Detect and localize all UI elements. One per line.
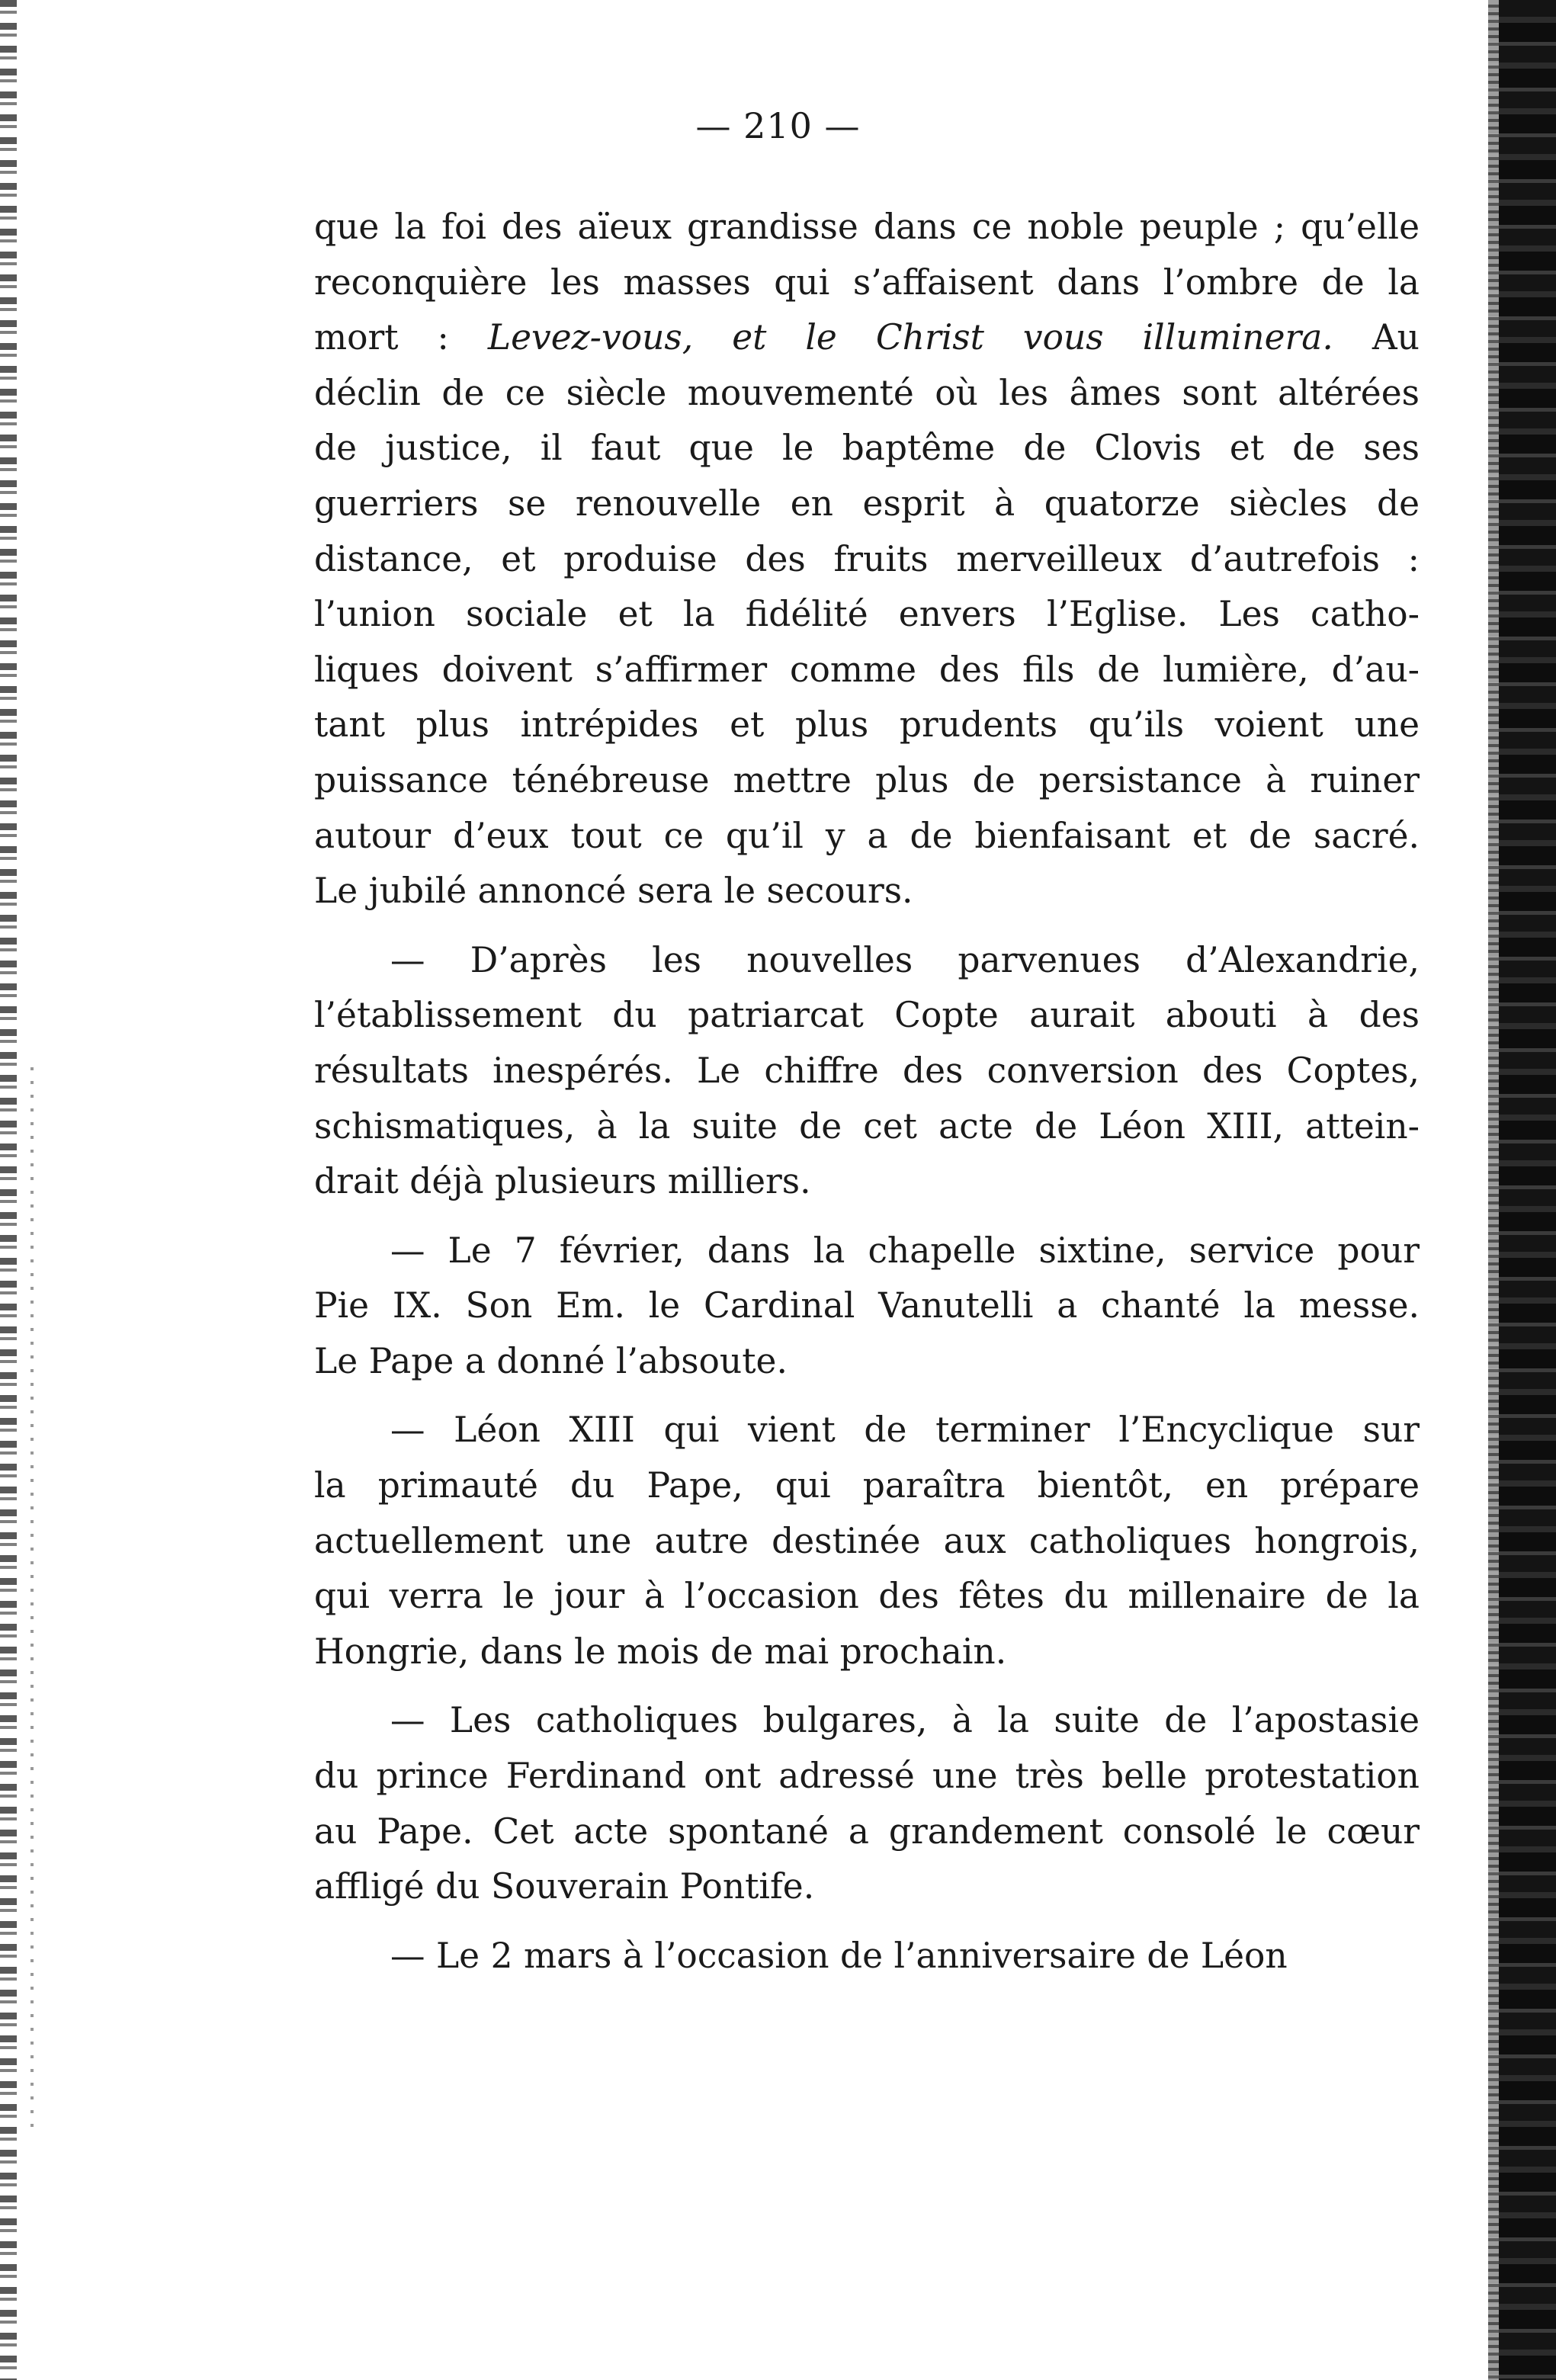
text-line: que la foi des aïeux grandisse dans ce noble peuple ; qu’elle [314,207,1420,247]
text-line: Pie IX. Son Em. le Cardinal Vanutelli a chanté la messe. [314,1285,1420,1326]
text-line: l’établissement du patriarcat Copte aurait abouti à des [314,995,1420,1036]
paragraph-gap [314,1389,1420,1403]
scan-left-dots [30,1067,34,2135]
body-text [314,200,1420,1984]
text-line: drait déjà plusieurs milliers. [314,1161,811,1202]
paragraph-gap [314,1915,1420,1929]
paragraph [314,1693,1420,1914]
text-line: qui verra le jour à l’occasion des fêtes du millenaire de la [314,1576,1420,1617]
text-line: puissance ténébreuse mettre plus de persistance à ruiner [314,759,1420,800]
paragraph-gap [314,1679,1420,1693]
paragraph [314,200,1420,919]
text-line: guerriers se renouvelle en esprit à quatorze siècles de [314,483,1420,524]
scan-right-edge-inner [1488,0,1499,2380]
text-line: Le Pape a donné l’absoute. [314,1340,788,1381]
text-line: l’union sociale et la fidélité envers l’Eglise. Les catho- [314,594,1420,635]
scan-left-edge [0,0,17,2380]
text-line: au Pape. Cet acte spontané a grandement consolé le cœur [314,1811,1420,1852]
text-line: liques doivent s’affirmer comme des fils de lumière, d’au- [314,649,1420,690]
text-line: du prince Ferdinand ont adressé une très belle protestation [314,1756,1420,1797]
text-line: la primauté du Pape, qui paraîtra bientôt, en prépare [314,1465,1420,1506]
text-line: tant plus intrépides et plus prudents qu’ils voient une [314,704,1420,746]
paragraph [314,1224,1420,1390]
text-line: — Les catholiques bulgares, à la suite de l’apostasie [390,1700,1420,1741]
text-line: Le jubilé annoncé sera le secours. [314,871,913,912]
paragraph-gap [314,1210,1420,1224]
paragraph [314,1929,1420,1984]
text-line: déclin de ce siècle mouvementé où les âmes sont altérées [314,372,1420,413]
page-number: — 210 — [695,105,861,146]
text-line: autour d’eux tout ce qu’il y a de bienfaisant et de sacré. [314,815,1420,856]
paragraph-gap [314,919,1420,933]
text-line: de justice, il faut que le baptême de Clovis et de ses [314,428,1420,469]
text-line: — Léon XIII qui vient de terminer l’Encyclique sur [390,1410,1420,1451]
text-line: actuellement une autre destinée aux catholiques hongrois, [314,1520,1420,1561]
text-line: — Le 2 mars à l’occasion de l’anniversaire de Léon [390,1935,1288,1976]
text-line: schismatiques, à la suite de cet acte de Léon XIII, attein- [314,1105,1420,1147]
text-line: — Le 7 février, dans la chapelle sixtine, service pour [390,1230,1420,1271]
paragraph [314,1403,1420,1679]
text-line: affligé du Souverain Pontife. [314,1866,815,1907]
text-line: — D’après les nouvelles parvenues d’Alexandrie, [390,939,1420,980]
text-line: Hongrie, dans le mois de mai prochain. [314,1631,1007,1672]
text-line: reconquière les masses qui s’affaisent dans l’ombre de la [314,261,1420,303]
text-line: mort : Levez-vous, et le Christ vous illuminera. Au [314,317,1420,358]
text-line: distance, et produise des fruits merveilleux d’autrefois : [314,538,1420,579]
text-line: résultats inespérés. Le chiffre des conversion des Coptes, [314,1050,1420,1091]
paragraph [314,933,1420,1210]
